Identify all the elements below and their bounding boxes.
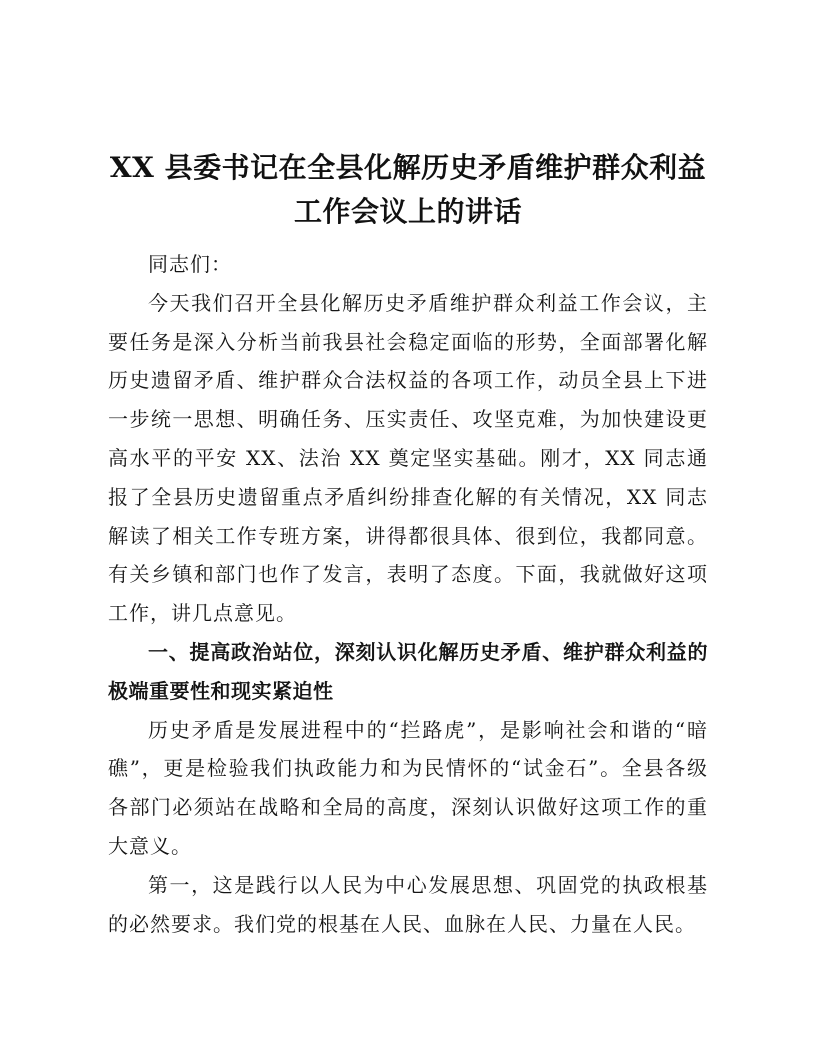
paragraph-section-1: 历史矛盾是发展进程中的“拦路虎”，是影响社会和谐的“暗礁”，更是检验我们执政能力和为民情怀的“试金石”。全县各级各部门必须站在战略和全局的高度，深刻认识做好这项工作的重大意义。 <box>108 717 708 858</box>
document-body <box>108 245 708 943</box>
section-heading-1: 一、提高政治站位，深刻认识化解历史矛盾、维护群众利益的极端重要性和现实紧迫性 <box>108 639 708 703</box>
salutation: 同志们： <box>148 252 232 276</box>
paragraph-intro: 今天我们召开全县化解历史矛盾维护群众利益工作会议，主要任务是深入分析当前我县社会稳定面临的形势，全面部署化解历史遗留矛盾、维护群众合法权益的各项工作，动员全县上下进一步统一思想、明确任务、压实责任、攻坚克难，为加快建设更高水平的平安 XX、法治 XX 奠定坚实基础。刚才，XX 同志通报了全县历史遗留重点矛盾纠纷排查化解的有关情况，XX 同志解读了相关工作专班方案，讲得都很具体、很到位，我都同意。有关乡镇和部门也作了发言，表明了态度。下面，我就做好这项工作，讲几点意见。 <box>108 290 708 626</box>
document-title-line-2: 工作会议上的讲话 <box>293 195 522 228</box>
paragraph-point-1: 第一，这是践行以人民为中心发展思想、巩固党的执政根基的必然要求。我们党的根基在人民、血脉在人民、力量在人民。 <box>108 872 708 936</box>
document-title-line-1: XX 县委书记在全县化解历史矛盾维护群众利益 <box>109 151 707 184</box>
